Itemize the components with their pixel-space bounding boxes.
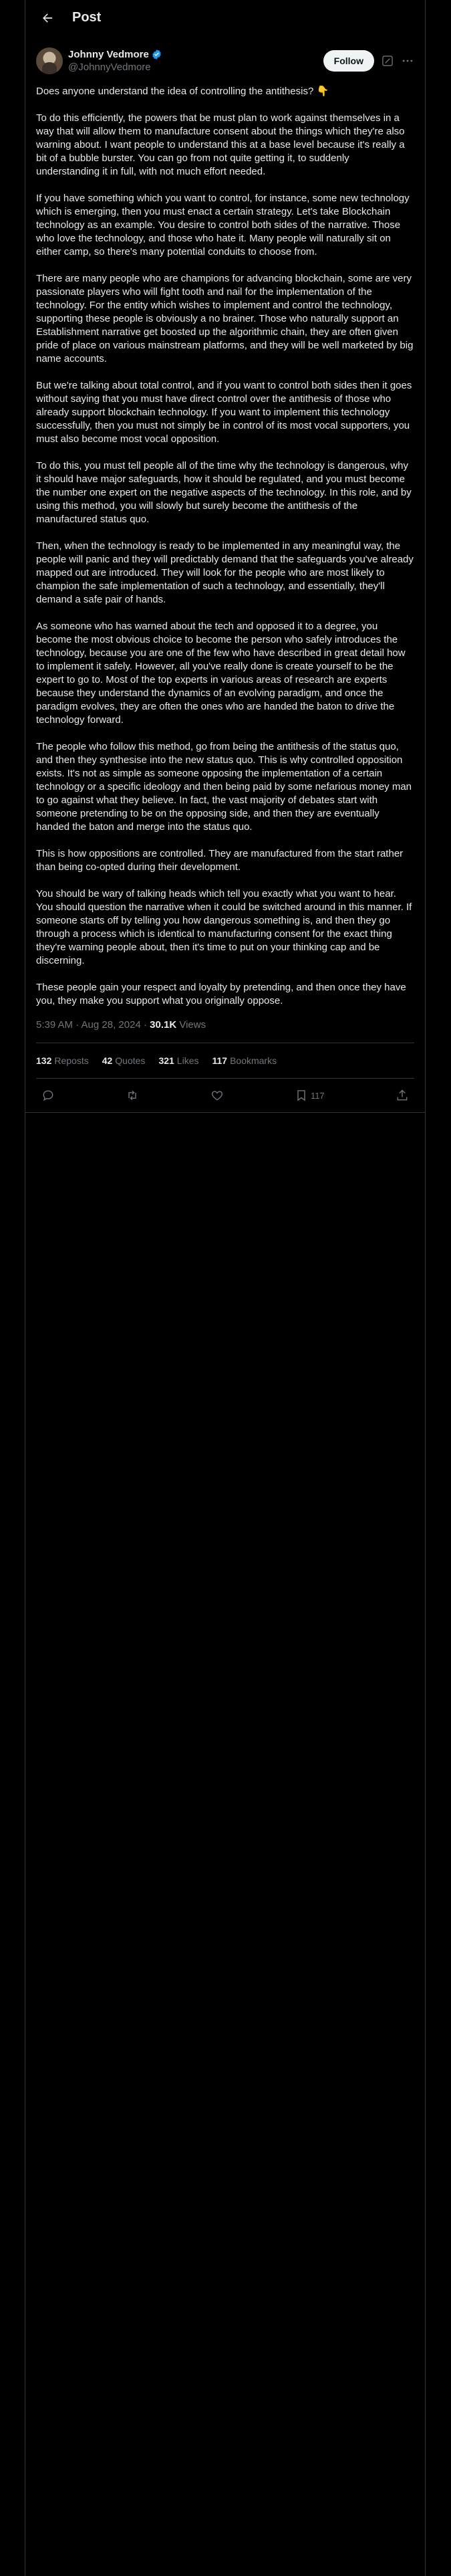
- post-paragraph: If you have something which you want to control, for instance, some new technology which is emerging, then you must enact a certain strategy. Let's take Blockchain technology as an example. You desire to control both sides of the narrative. Those who love the technology, and those who hate it. Many people will naturally sit on either camp, so there's many potential conduits to choose from.: [36, 193, 412, 257]
- reposts-stat[interactable]: [36, 1055, 89, 1066]
- back-arrow-icon[interactable]: [36, 7, 59, 29]
- views-count: 30.1K: [150, 1019, 177, 1031]
- share-icon: [396, 1089, 409, 1102]
- post-paragraph: But we're talking about total control, and if you want to control both sides then it goes without saying that you must have direct control over the antithesis of those who already support blockchain technology. If you want to implement this technology successfully, then you must not simply be in control of its most vocal supporters, you must also become most vocal opposition.: [36, 380, 415, 445]
- avatar[interactable]: [36, 47, 63, 74]
- post-paragraph: There are many people who are champions for advancing blockchain, some are very passionate players who will fight tooth and nail for the implementation of the technology. For the entity which wishes to implement and control the technology, supporting these people is obviously a no brainer. Those who naturally support an Establishment narrative get boosted up the algorithmic chain, they are often given pride of place on various mainstream platforms, and they will be well marketed by big name accounts.: [36, 273, 416, 364]
- meta-separator: ·: [140, 1019, 150, 1031]
- post-paragraph: You should be wary of talking heads which tell you exactly what you want to hear. You should question the narrative when it could be switched around in this manner. If someone starts off by telling you how dangerous something is, and then they go through a process which is identical to manufacturing consent for the exact thing they're warning people about, then it's time to put on your thinking cap and be discerning.: [36, 888, 415, 966]
- author-name-row[interactable]: [68, 48, 162, 61]
- likes-count: 321: [158, 1055, 174, 1066]
- post-timestamp[interactable]: 5:39 AM · Aug 28, 2024: [36, 1019, 141, 1031]
- post-paragraph: To do this efficiently, the powers that be must plan to work against themselves in a way that will allow them to manufacture consent about the things which they're also warning about. I want people to understand this at a base level because it's really a bit of a bubble burster. You can go from not quite getting it, to suddenly understanding it in full, with not much effort needed.: [36, 112, 408, 177]
- post-paragraph: The people who follow this method, go from being the antithesis of the status quo, and then they synthesise into the new status quo. This is why controlled opposition exists. It's not as simple as someone opposing the implementation of a certain technology or a specific ideology and then being paid by some nefarious money man to go against what they believe. In fact, the vast majority of debates start with someone pretending to be on the opposing side, and then they are eventually handed the baton and merge into the status quo.: [36, 741, 415, 833]
- post-paragraph: This is how oppositions are controlled. They are manufactured from the start rather than being co-opted during their development.: [36, 848, 406, 873]
- bookmark-icon: [295, 1089, 308, 1102]
- post-paragraph: These people gain your respect and loyalty by pretending, and then once they have you, they make you support what you originally oppose.: [36, 982, 409, 1006]
- post-paragraph: As someone who has warned about the tech and opposed it to a degree, you become the most obvious choice to become the person who safely introduces the technology, because you are one of the few who have described in great detail how to implement it safely. However, all you've really done is create yourself to be the expert to go to. Most of the top experts in various areas of research are experts because they understand the dynamics of an evolving paradigm, and once the paradigm evolves, they are often the ones who are handed the baton to drive the technology forward.: [36, 621, 408, 726]
- divider: [25, 1112, 425, 1113]
- more-icon[interactable]: [401, 54, 414, 68]
- bookmarks-count: 117: [212, 1055, 228, 1066]
- author-actions: [323, 50, 414, 72]
- post-paragraph: To do this, you must tell people all of the time why the technology is dangerous, why it should have major safeguards, how it should be regulated, and you must become the number one expert on the negative aspects of the technology. In this role, and by using this method, you will slowly but surely become the antithesis of the manufactured status quo.: [36, 460, 414, 525]
- bookmarks-stat[interactable]: [212, 1055, 277, 1066]
- repost-icon: [126, 1089, 139, 1102]
- quotes-stat[interactable]: [102, 1055, 146, 1066]
- quotes-label: Quotes: [115, 1055, 146, 1066]
- action-bar: [25, 1079, 425, 1112]
- reposts-count: 132: [36, 1055, 52, 1066]
- post-meta: [25, 1018, 425, 1032]
- top-bar: [25, 0, 425, 35]
- page-title: Post: [72, 10, 102, 25]
- reply-button[interactable]: [41, 1089, 55, 1102]
- follow-button[interactable]: Follow: [323, 50, 374, 72]
- verified-badge-icon: [151, 49, 162, 60]
- views-label: Views: [176, 1019, 206, 1031]
- share-button[interactable]: [396, 1089, 409, 1102]
- post-column: [25, 0, 426, 2576]
- author-names: [68, 48, 162, 74]
- reply-icon: [41, 1089, 55, 1102]
- grok-icon[interactable]: [381, 54, 394, 68]
- engagement-stats: [25, 1043, 425, 1078]
- quotes-count: 42: [102, 1055, 113, 1066]
- bookmark-button[interactable]: [295, 1089, 325, 1102]
- post-body: [25, 78, 425, 1008]
- likes-stat[interactable]: [158, 1055, 198, 1066]
- repost-button[interactable]: [126, 1089, 139, 1102]
- bookmark-count: 117: [310, 1090, 325, 1101]
- reposts-label: Reposts: [54, 1055, 89, 1066]
- bookmarks-label: Bookmarks: [230, 1055, 277, 1066]
- post-paragraph: Then, when the technology is ready to be implemented in any meaningful way, the people will panic and they will predictably demand that the safeguards you've already mapped out are introduced. They will look for the people who are most likely to champion the safe implementation of such a technology, and essentially, they'll demand a safe pair of hands.: [36, 540, 417, 605]
- author-name[interactable]: Johnny Vedmore: [68, 49, 149, 60]
- like-icon: [210, 1089, 224, 1102]
- author-row: [25, 35, 425, 78]
- post-paragraph: Does anyone understand the idea of controlling the antithesis? 👇: [36, 86, 329, 97]
- likes-label: Likes: [176, 1055, 199, 1066]
- like-button[interactable]: [210, 1089, 224, 1102]
- author-handle[interactable]: @JohnnyVedmore: [68, 62, 151, 73]
